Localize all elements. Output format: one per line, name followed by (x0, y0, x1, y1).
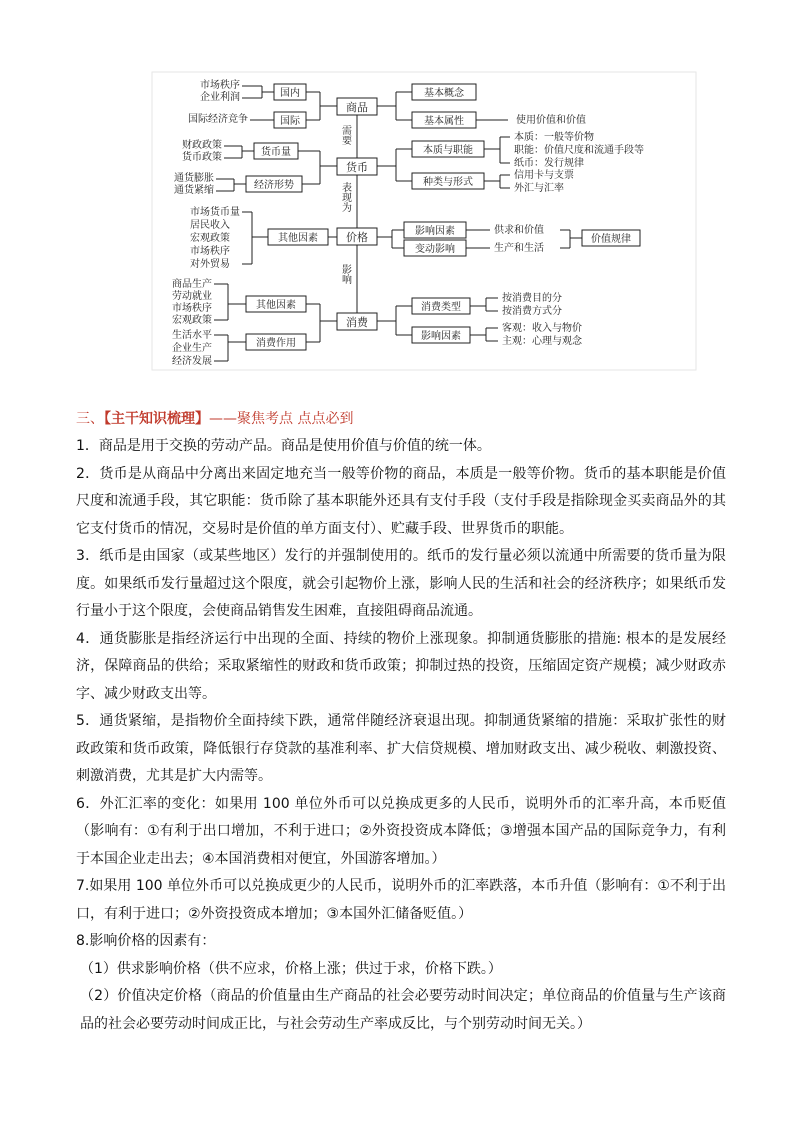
right-box (404, 222, 466, 238)
left-item: 对外贸易 (190, 259, 230, 270)
right-note: 按消费目的分 (502, 293, 562, 304)
right-note: 职能：价值尺度和流通手段等 (514, 145, 644, 156)
section-title-prefix: 三、 (76, 411, 104, 427)
left-item: 劳动就业 (172, 291, 212, 302)
right-box (412, 84, 476, 100)
paragraph: 6．外汇汇率的变化：如果用 100 单位外币可以兑换成更多的人民币，说明外币的汇率升高，本币贬值（影响有：①有利于出口增加，不利于进口；②外资投资成本降低；③增强本国产品的国际竞争力，有利于本国企业走出去；④本国消费相对便宜，外国游客增加。） (76, 795, 726, 867)
left-item: 市场货币量 (190, 207, 240, 218)
left-item: 宏观政策 (172, 315, 212, 326)
paragraph: 7.如果用 100 单位外币可以兑换成更少的人民币，说明外币的汇率跌落，本币升值（影响有：①不利于出口，有利于进口；②外资投资成本增加；③本国外汇储备贬值。） (76, 878, 726, 922)
paragraph: 4．通货膨胀是指经济运行中出现的全面、持续的物价上涨现象。抑制通货膨胀的措施: 根本的是发展经济，保障商品的供给；采取紧缩性的财政和货币政策；抑制过热的投资，压缩固定资产规模；减少财政赤字、减少财政支出等。 (76, 630, 726, 702)
right-note: 供求和价值 (494, 225, 544, 236)
left-box (246, 296, 306, 312)
right-box (412, 141, 484, 157)
left-item: 居民收入 (190, 220, 230, 231)
left-item: 商品生产 (172, 279, 212, 290)
paragraph: （2）价值决定价格（商品的价值量由生产商品的社会必要劳动时间决定；单位商品的价值量与生产该商品的社会必要劳动时间成正比，与社会劳动生产率成反比，与个别劳动时间无关。） (80, 988, 726, 1032)
right-note: 本质：一般等价物 (514, 132, 594, 143)
main-node-price (337, 228, 377, 245)
right-box (412, 298, 470, 314)
left-item: 市场秩序 (200, 80, 240, 91)
right-note: 主观：心理与观念 (502, 336, 582, 347)
right-note: 客观：收入与物价 (502, 323, 582, 334)
main-node-money (337, 158, 377, 175)
left-item: 通货紧缩 (174, 185, 214, 196)
svg-text:消费: 消费 (346, 316, 368, 329)
left-box (254, 143, 298, 159)
section-title-main: 【主干知识梳理】 (104, 411, 209, 427)
right-box (404, 240, 466, 256)
section-title (76, 409, 726, 429)
right-note: 按消费方式分 (502, 306, 562, 317)
right-note: 纸币：发行规律 (514, 158, 584, 169)
left-item: 市场秩序 (190, 246, 230, 257)
main-node-commodity (337, 98, 377, 115)
left-box (268, 229, 328, 245)
paragraph: （1）供求影响价格（供不应求，价格上涨；供过于求，价格下跌。） (80, 960, 502, 977)
svg-text:国际: 国际 (280, 116, 300, 127)
svg-text:影响因素: 影响因素 (415, 226, 455, 237)
left-item: 宏观政策 (190, 233, 230, 244)
svg-text:其他因素: 其他因素 (256, 300, 296, 311)
law-box (582, 230, 640, 246)
connector-manifest: 表现为 (339, 182, 351, 212)
section-title-suffix: ——聚焦考点 点点必到 (209, 411, 354, 427)
knowledge-diagram (0, 0, 794, 380)
svg-text:价值规律: 价值规律 (591, 234, 631, 245)
svg-text:种类与形式: 种类与形式 (423, 177, 473, 188)
connector-need: 需要 (339, 125, 351, 145)
paragraph: 8.影响价格的因素有： (76, 933, 216, 949)
svg-text:变动影响: 变动影响 (415, 244, 455, 255)
svg-text:国内: 国内 (280, 88, 300, 99)
left-item: 生活水平 (172, 330, 212, 341)
paragraph: 5．通货紧缩，是指物价全面持续下跌，通常伴随经济衰退出现。抑制通货紧缩的措施：采取扩张性的财政政策和货币政策，降低银行存贷款的基准利率、扩大信贷规模、增加财政支出、减少税收、刺激投资、刺激消费，尤其是扩大内需等。 (76, 713, 726, 784)
left-item: 市场秩序 (172, 303, 212, 314)
left-item: 企业利润 (200, 92, 240, 103)
left-item: 企业生产 (172, 343, 212, 354)
left-item: 通货膨胀 (174, 173, 214, 184)
knowledge-section (76, 409, 726, 1038)
svg-text:基本概念: 基本概念 (424, 88, 464, 99)
paragraph: 2．货币是从商品中分离出来固定地充当一般等价物的商品，本质是一般等价物。货币的基本职能是价值尺度和流通手段，其它职能：货币除了基本职能外还具有支付手段（支付手段是指除现金买卖商品外的其它支付货币的情况，交易时是价值的单方面支付）、贮藏手段、世界货币的职能。 (76, 465, 726, 537)
right-box (412, 327, 470, 343)
svg-text:基本属性: 基本属性 (424, 116, 464, 127)
left-item: 国际经济竞争 (188, 114, 248, 125)
connector-influence: 影响 (339, 264, 351, 284)
left-box (246, 334, 306, 350)
svg-text:价格: 价格 (346, 231, 368, 244)
paragraph: 3．纸币是由国家（或某些地区）发行的并强制使用的。纸币的发行量必须以流通中所需要的货币量为限度。如果纸币发行量超过这个限度，就会引起物价上涨，影响人民的生活和社会的经济秩序；如果纸币发行量小于这个限度，会使商品销售发生困难，直接阻碍商品流通。 (76, 548, 726, 619)
left-box (274, 84, 306, 100)
right-note: 信用卡与支票 (514, 170, 574, 181)
svg-text:其他因素: 其他因素 (278, 233, 318, 244)
svg-text:货币量: 货币量 (261, 147, 291, 158)
right-note: 外汇与汇率 (514, 183, 564, 194)
paragraph: 1．商品是用于交换的劳动产品。商品是使用价值与价值的统一体。 (76, 438, 491, 454)
svg-text:影响因素: 影响因素 (421, 331, 461, 342)
left-box (274, 112, 306, 128)
left-box (246, 176, 302, 192)
right-note: 使用价值和价值 (516, 115, 586, 126)
svg-text:消费作用: 消费作用 (256, 338, 296, 349)
right-note: 生产和生活 (494, 243, 544, 254)
main-node-consumption (337, 313, 377, 330)
left-item: 经济发展 (172, 356, 212, 367)
svg-text:本质与职能: 本质与职能 (423, 145, 473, 156)
svg-text:货币: 货币 (346, 161, 368, 174)
svg-text:消费类型: 消费类型 (421, 302, 461, 313)
right-box (412, 173, 484, 189)
right-box (412, 112, 476, 128)
left-item: 财政政策 (182, 140, 222, 151)
svg-text:商品: 商品 (346, 101, 368, 114)
svg-text:经济形势: 经济形势 (254, 180, 294, 191)
left-item: 货币政策 (182, 152, 222, 163)
